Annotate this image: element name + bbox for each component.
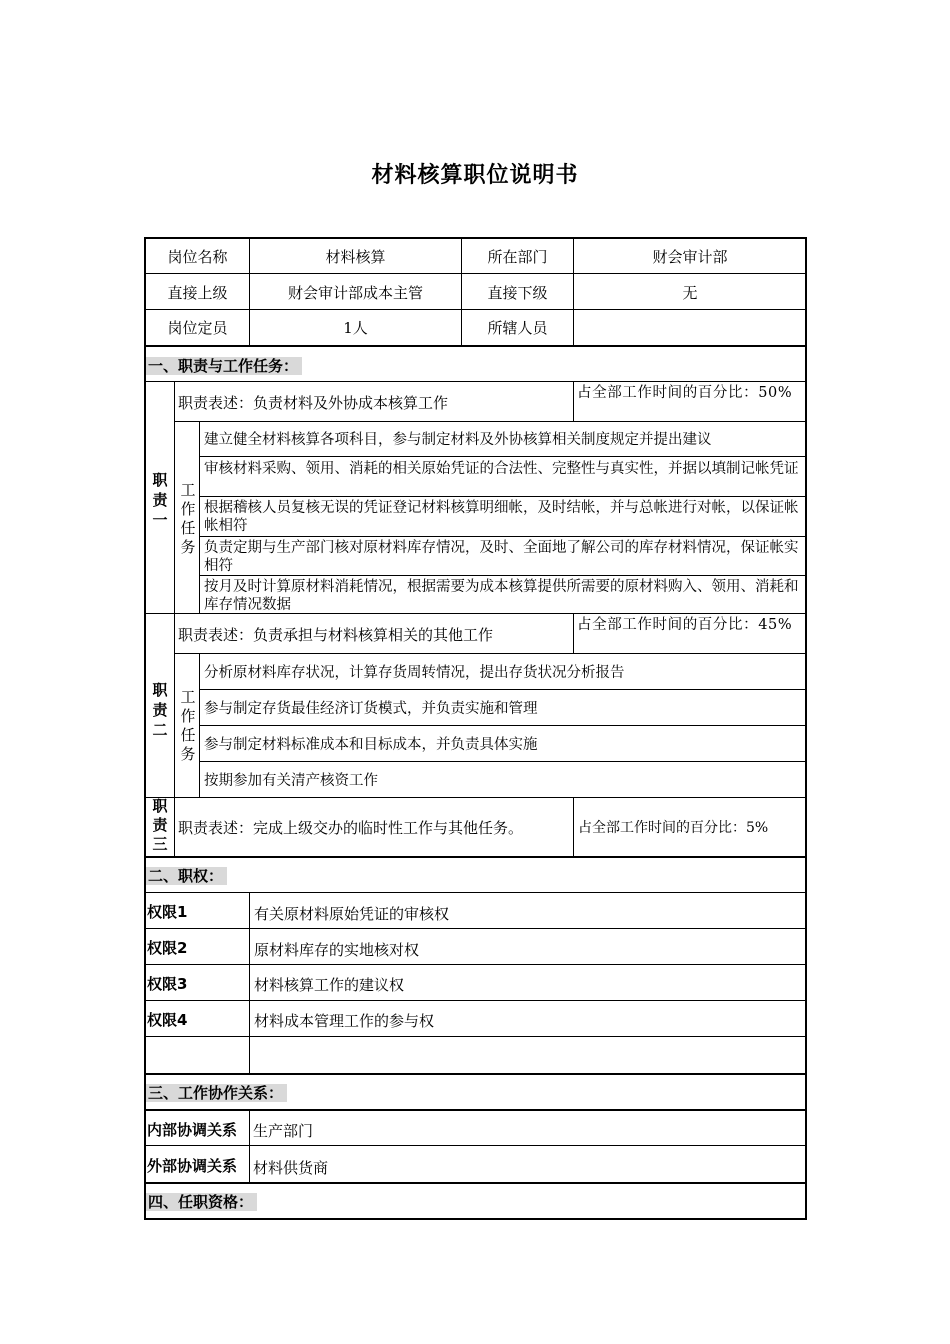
row-divider	[145, 1000, 806, 1001]
basic-row-divider	[145, 273, 806, 274]
row-divider	[145, 928, 806, 929]
section-heading-authority: 二、职权：	[146, 867, 227, 885]
duty1-task-5: 按月及时计算原材料消耗情况，根据需要为成本核算提供所需要的原材料购入、领用、消耗和库存情况数据	[204, 579, 799, 613]
section-divider	[145, 345, 806, 347]
duty3-label: 职责三	[152, 797, 168, 853]
duty-divider	[145, 613, 806, 614]
pct-col-divider	[573, 797, 574, 857]
label-staff-managed: 所辖人员	[487, 319, 548, 337]
duty2-task-1: 分析原材料库存状况，计算存货周转情况，提出存货状况分析报告	[204, 665, 625, 681]
value-position-name: 材料核算	[325, 248, 386, 266]
section-heading-cooperation: 三、工作协作关系：	[146, 1084, 287, 1102]
duty2-description: 职责表述：负责承担与材料核算相关的其他工作	[178, 626, 494, 644]
row-divider	[145, 1145, 806, 1146]
value-headcount: 1人	[343, 319, 368, 337]
duty2-label: 职责二	[152, 681, 168, 739]
internal-coordination-label: 内部协调关系	[147, 1121, 238, 1139]
basic-row-divider	[145, 309, 806, 310]
section-divider	[145, 1182, 806, 1184]
authority-4-label: 权限4	[147, 1011, 188, 1029]
section-divider	[145, 856, 806, 858]
authority-2-value: 原材料库存的实地核对权	[254, 941, 420, 959]
value-direct-superior: 财会审计部成本主管	[287, 284, 423, 302]
task-divider	[200, 456, 806, 457]
duty2-task-2: 参与制定存货最佳经济订货模式，并负责实施和管理	[204, 701, 538, 717]
duty-divider	[145, 797, 806, 798]
authority-3-label: 权限3	[147, 975, 188, 993]
row-divider	[145, 964, 806, 965]
pct-col-divider	[573, 613, 574, 653]
duty2-task-3: 参与制定材料标准成本和目标成本，并负责具体实施	[204, 737, 538, 753]
duty1-task-label: 工作任务	[180, 481, 196, 556]
cooperation-col-divider	[249, 1110, 250, 1182]
authority-3-value: 材料核算工作的建议权	[254, 976, 405, 994]
row-divider	[175, 653, 806, 654]
authority-1-label: 权限1	[147, 903, 188, 921]
duty1-task-1: 建立健全材料核算各项科目，参与制定材料及外协核算相关制度规定并提出建议	[204, 432, 712, 448]
label-department: 所在部门	[487, 248, 548, 266]
authority-1-value: 有关原材料原始凭证的审核权	[254, 905, 450, 923]
duty1-percentage: 占全部工作时间的百分比：50%	[577, 385, 793, 401]
duty3-percentage: 占全部工作时间的百分比：5%	[578, 820, 769, 836]
section-divider	[145, 381, 806, 382]
duty3-description: 职责表述：完成上级交办的临时性工作与其他任务。	[178, 819, 524, 837]
external-coordination-label: 外部协调关系	[147, 1157, 238, 1175]
authority-2-label: 权限2	[147, 939, 188, 957]
section-divider	[145, 892, 806, 893]
label-position-name: 岗位名称	[167, 248, 228, 266]
task-divider	[200, 575, 806, 576]
authority-col-divider	[249, 892, 250, 1073]
task-divider	[200, 725, 806, 726]
task-divider	[200, 761, 806, 762]
task-divider	[200, 496, 806, 497]
document-title: 材料核算职位说明书	[371, 163, 579, 188]
duty1-label: 职责一	[152, 471, 168, 529]
duty2-percentage: 占全部工作时间的百分比：45%	[577, 617, 793, 633]
duty2-task-label: 工作任务	[180, 688, 196, 763]
task-divider	[200, 536, 806, 537]
task-divider	[200, 689, 806, 690]
duty1-task-3: 根据稽核人员复核无误的凭证登记材料核算明细帐，及时结帐，并与总帐进行对帐，以保证帐帐相符	[204, 500, 799, 534]
duty1-task-4: 负责定期与生产部门核对原材料库存情况，及时、全面地了解公司的库存材料情况，保证帐实相符	[204, 540, 799, 574]
duty1-task-2: 审核材料采购、领用、消耗的相关原始凭证的合法性、完整性与真实性，并据以填制记帐凭证	[204, 461, 799, 477]
external-coordination-value: 材料供货商	[253, 1159, 329, 1177]
pct-col-divider	[573, 381, 574, 421]
internal-coordination-value: 生产部门	[253, 1122, 314, 1140]
row-divider	[145, 1036, 806, 1037]
section-divider	[145, 1109, 806, 1111]
label-direct-superior: 直接上级	[167, 284, 228, 302]
task-label-col	[199, 421, 200, 613]
label-headcount: 岗位定员	[167, 319, 228, 337]
value-direct-subordinate: 无	[682, 284, 698, 302]
section-divider	[145, 1073, 806, 1075]
duty-label-col	[174, 381, 175, 857]
authority-4-value: 材料成本管理工作的参与权	[254, 1012, 435, 1030]
label-direct-subordinate: 直接下级	[487, 284, 548, 302]
section-heading-duties: 一、职责与工作任务：	[146, 357, 302, 375]
section-heading-qualifications: 四、任职资格：	[146, 1193, 257, 1211]
row-divider	[175, 421, 806, 422]
duty2-task-4: 按期参加有关清产核资工作	[204, 773, 378, 789]
value-department: 财会审计部	[652, 248, 728, 266]
duty1-description: 职责表述：负责材料及外协成本核算工作	[178, 394, 449, 412]
